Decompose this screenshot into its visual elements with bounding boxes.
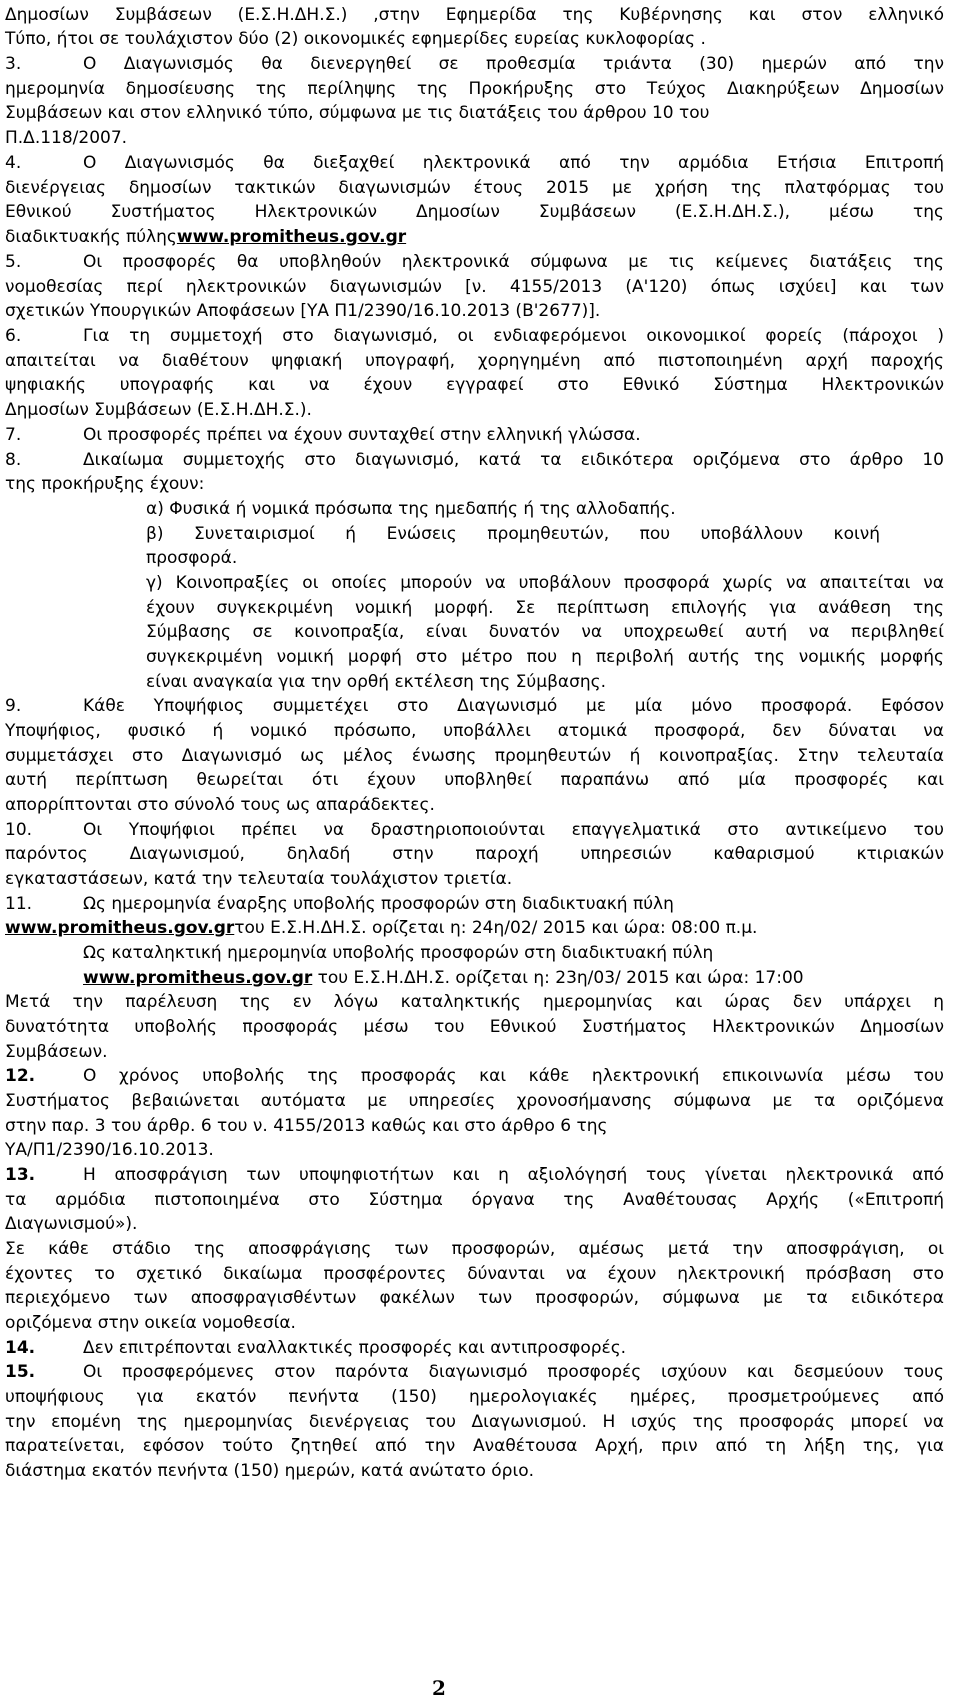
text-line: Οι Υποψήφιοι πρέπει να δραστηριοποιούνται επαγγελματικά στο αντικείμενο του [83,820,944,840]
text-line: Υποψήφιος, φυσικό ή νομικό πρόσωπο, υποβάλλει ατομικά προσφορά, δεν δύναται να [5,721,944,741]
paragraph-4-number: 4. [5,153,22,173]
text-line [83,966,804,991]
list-item: γ) Κοινοπραξίες οι οποίες μπορούν να υποβάλουν προσφορά χωρίς να απαιτείται να [146,573,944,593]
paragraph-15-number: 15. [5,1362,36,1382]
text-line: Ως καταληκτική ημερομηνία υποβολής προσφορών στη διαδικτυακή πύλη [83,943,714,963]
promitheus-link[interactable]: www.promitheus.gov.gr [176,227,407,247]
text-line [5,916,757,941]
paragraph-7-number: 7. [5,425,22,445]
promitheus-link[interactable]: www.promitheus.gov.gr [83,968,313,988]
page-number: 2 [432,1676,446,1700]
text-fragment: του Ε.Σ.Η.ΔΗ.Σ. ορίζεται η: 23η/03/ 2015 και ώρα: 17:00 [312,968,804,988]
text-line: οριζόμενα στην οικεία νομοθεσία. [5,1313,296,1333]
text-line: Ο Διαγωνισμός θα διεξαχθεί ηλεκτρονικά από την αρμόδια Ετήσια Επιτροπή [83,153,944,173]
text-line: Δημοσίων Συμβάσεων (Ε.Σ.Η.ΔΗ.Σ.). [5,400,312,420]
text-line: νομοθεσίας περί ηλεκτρονικών διαγωνισμών [ν. 4155/2013 (Α'120) όπως ισχύει] και των [5,277,944,297]
paragraph-10-number: 10. [5,820,33,840]
text-line: έχοντες το σχετικό δικαίωμα προσφέροντες δύνανται να έχουν ηλεκτρονική πρόσβαση στο [5,1264,944,1284]
text-line: Συμβάσεων και στον ελληνικό τύπο, σύμφωνα με τις διατάξεις του άρθρου 10 του [5,103,710,123]
list-item: β) Συνεταιρισμοί ή Ενώσεις προμηθευτών, που υποβάλλουν κοινή [146,524,880,544]
text-line: απορρίπτονται στο σύνολό τους ως απαράδεκτες. [5,795,435,815]
text-line: Ως ημερομηνία έναρξης υποβολής προσφορών στη διαδικτυακή πύλη [83,894,674,914]
text-line: Σε κάθε στάδιο της αποσφράγισης των προσφορών, αμέσως μετά την αποσφράγιση, οι [5,1239,944,1259]
paragraph-9-number: 9. [5,696,22,716]
text-line: διάστημα εκατόν πενήντα (150) ημερών, κατά ανώτατο όριο. [5,1461,535,1481]
text-line: ημερομηνία δημοσίευσης της περίληψης της Προκήρυξης στο Τεύχος Διακηρύξεων Δημοσίων [5,79,944,99]
paragraph-13-number: 13. [5,1165,36,1185]
text-line: παρατείνεται, εφόσον τούτο ζητηθεί από την Αναθέτουσα Αρχή, πριν από τη λήξη της, για [5,1436,944,1456]
list-item: έχουν συγκεκριμένη νομική μορφή. Σε περίπτωση επιλογής για ανάθεση της [146,598,944,618]
list-item: α) Φυσικά ή νομικά πρόσωπα της ημεδαπής ή της αλλοδαπής. [146,499,676,519]
text-line: Κάθε Υποψήφιος συμμετέχει στο Διαγωνισμό με μία μόνο προσφορά. Εφόσον [83,696,944,716]
text-line: στην παρ. 3 του άρθρ. 6 του ν. 4155/2013 καθώς και στο άρθρο 6 της [5,1116,608,1136]
text-line: συμμετάσχει στο Διαγωνισμό ως μέλος ένωσης προμηθευτών ή κοινοπραξίας. Στην τελευταία [5,746,944,766]
text-line: Οι προσφερόμενες στον παρόντα διαγωνισμό προσφορές ισχύουν και δεσμεύουν τους [83,1362,944,1382]
paragraph-3-number: 3. [5,54,22,74]
list-item: συγκεκριμένη νομική μορφή στο μέτρο που η περιβολή αυτής της νομικής μορφής [146,647,944,667]
text-line: τα αρμόδια πιστοποιημένα στο Σύστημα όργανα της Αναθέτουσας Αρχής («Επιτροπή [5,1190,944,1210]
text-line: Για τη συμμετοχή στο διαγωνισμό, οι ενδιαφερόμενοι οικονομικοί φορείς (πάροχοι ) [83,326,944,346]
list-item: προσφορά. [146,548,238,568]
text-line: Οι προσφορές πρέπει να έχουν συνταχθεί στην ελληνική γλώσσα. [83,425,641,445]
text-line: Μετά την παρέλευση της εν λόγω καταληκτικής ημερομηνίας και ώρας δεν υπάρχει η [5,992,944,1012]
promitheus-link[interactable]: www.promitheus.gov.gr [5,918,235,938]
text-line: ΥΑ/Π1/2390/16.10.2013. [5,1140,214,1160]
text-line: Δικαίωμα συμμετοχής στο διαγωνισμό, κατά τα ειδικότερα οριζόμενα στο άρθρο 10 [83,450,944,470]
text-line: διενέργειας δημοσίων τακτικών διαγωνισμών έτους 2015 με χρήση της πλατφόρμας του [5,178,944,198]
text-line: αυτή περίπτωση θεωρείται ότι έχουν υποβληθεί παραπάνω από μία προσφορές και [5,770,944,790]
text-line: Συστήματος βεβαιώνεται αυτόματα με υπηρεσίες χρονοσήμανσης σύμφωνα με τα οριζόμενα [5,1091,944,1111]
text-line: Ο χρόνος υποβολής της προσφοράς και κάθε ηλεκτρονική επικοινωνία μέσω του [83,1066,944,1086]
text-line: την επομένη της ημερομηνίας διενέργειας του Διαγωνισμού. Η ισχύς της προσφοράς μπορεί να [5,1412,944,1432]
text-line: παρόντος Διαγωνισμού, δηλαδή στην παροχή υπηρεσιών καθαρισμού κτιριακών [5,844,944,864]
text-line: Τύπο, ήτοι σε τουλάχιστον δύο (2) οικονομικές εφημερίδες ευρείας κυκλοφορίας . [5,29,706,49]
paragraph-12-number: 12. [5,1066,36,1086]
text-line: Π.Δ.118/2007. [5,128,128,148]
text-line: Διαγωνισμού»). [5,1214,138,1234]
text-line: Συμβάσεων. [5,1042,108,1062]
text-line: σχετικών Υπουργικών Αποφάσεων [ΥΑ Π1/2390/16.10.2013 (Β'2677)]. [5,301,601,321]
text-line: απαιτείται να διαθέτουν ψηφιακή υπογραφή, χορηγημένη από πιστοποιημένη αρχή παροχής [5,351,944,371]
text-line: Ο Διαγωνισμός θα διενεργηθεί σε προθεσμία τριάντα (30) ημερών από την [83,54,944,74]
text-line: Η αποσφράγιση των υποψηφιοτήτων και η αξιολόγησή τους γίνεται ηλεκτρονικά από [83,1165,944,1185]
text-fragment: του Ε.Σ.Η.ΔΗ.Σ. ορίζεται η: 24η/02/ 2015 και ώρα: 08:00 π.μ. [234,918,758,938]
text-line: Δημοσίων Συμβάσεων (Ε.Σ.Η.ΔΗ.Σ.) ,στην Εφημερίδα της Κυβέρνησης και στον ελληνικό [5,5,944,25]
text-fragment: διαδικτυακής πύλης [5,227,177,247]
list-item: Σύμβασης σε κοινοπραξία, είναι δυνατόν να υποχρεωθεί αυτή να περιβληθεί [146,622,944,642]
list-item: είναι αναγκαία για την ορθή εκτέλεση της Σύμβασης. [146,672,607,692]
text-line: δυνατότητα υποβολής προσφοράς μέσω του Εθνικού Συστήματος Ηλεκτρονικών Δημοσίων [5,1017,944,1037]
paragraph-14-number: 14. [5,1338,36,1358]
text-line: Εθνικού Συστήματος Ηλεκτρονικών Δημοσίων Συμβάσεων (Ε.Σ.Η.ΔΗ.Σ.), μέσω της [5,202,944,222]
paragraph-8-number: 8. [5,450,22,470]
paragraph-5-number: 5. [5,252,22,272]
text-line: υποψήφιους για εκατόν πενήντα (150) ημερολογιακές ημέρες, προσμετρούμενες από [5,1387,944,1407]
text-line: εγκαταστάσεων, κατά την τελευταία τουλάχιστον τριετία. [5,869,513,889]
text-line: περιεχόμενο των αποσφραγισθέντων φακέλων των προσφορών, σύμφωνα με τα ειδικότερα [5,1288,944,1308]
text-line: ψηφιακής υπογραφής και να έχουν εγγραφεί στο Εθνικό Σύστημα Ηλεκτρονικών [5,375,944,395]
paragraph-6-number: 6. [5,326,22,346]
paragraph-11-number: 11. [5,894,33,914]
text-line [5,225,406,250]
text-line: της προκήρυξης έχουν: [5,474,205,494]
text-line: Δεν επιτρέπονται εναλλακτικές προσφορές και αντιπροσφορές. [83,1338,627,1358]
text-line: Οι προσφορές θα υποβληθούν ηλεκτρονικά σύμφωνα με τις κείμενες διατάξεις της [83,252,944,272]
